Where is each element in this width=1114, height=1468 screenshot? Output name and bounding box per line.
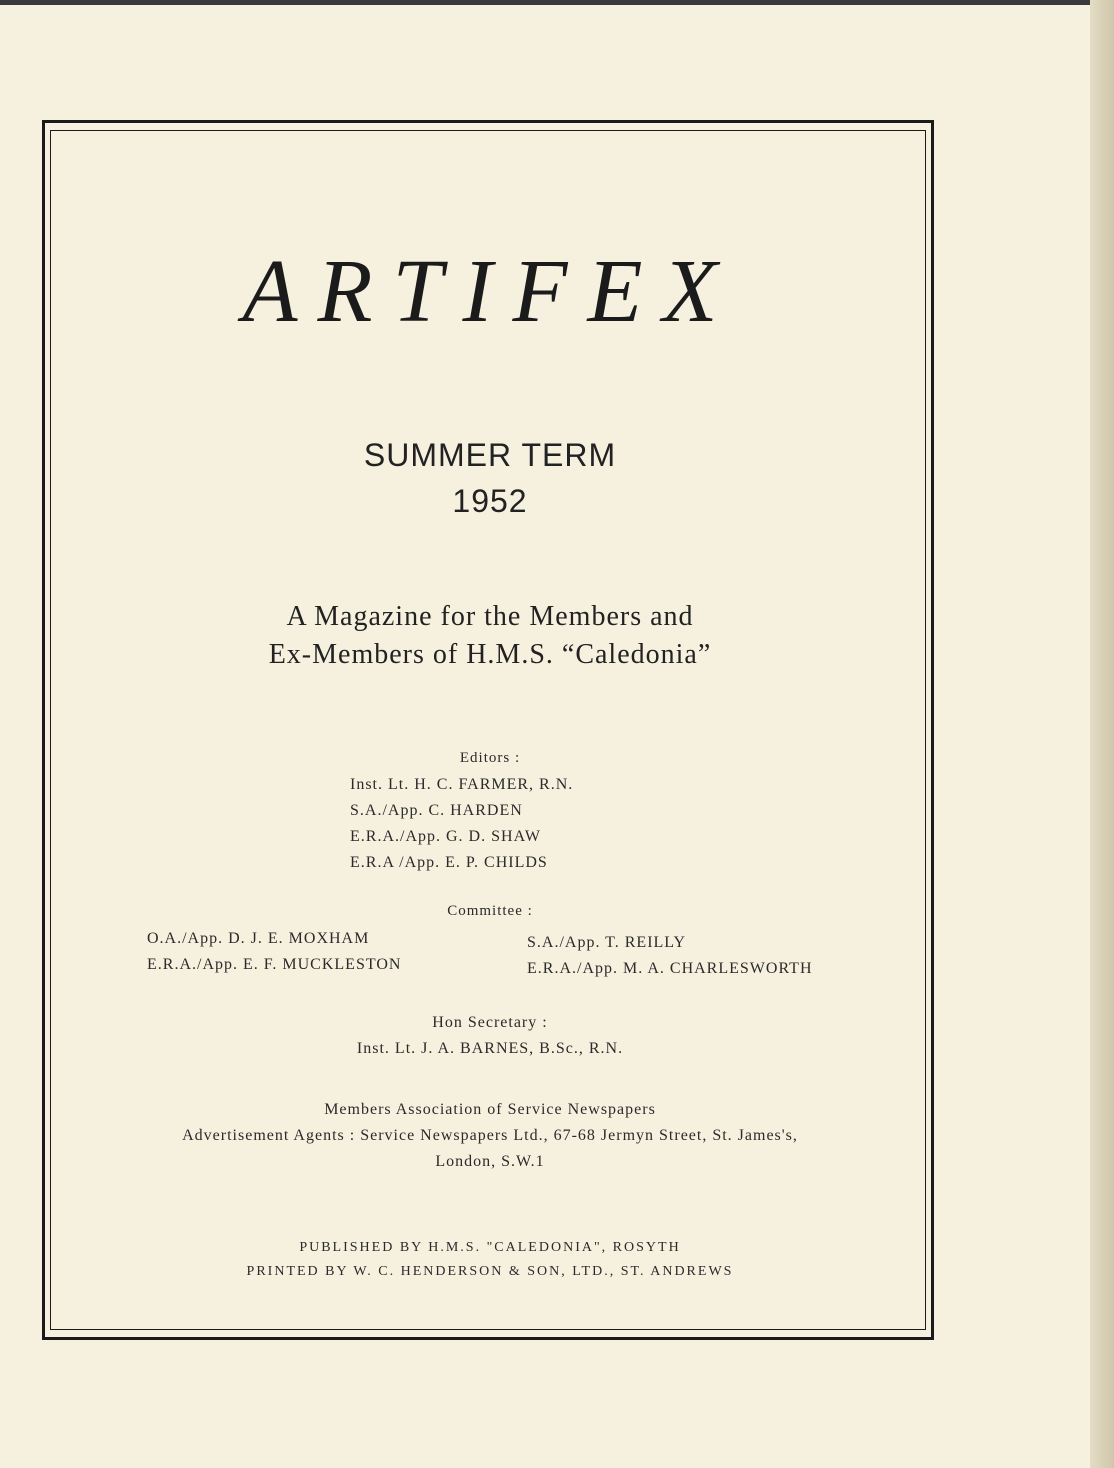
editors-label: Editors : [459, 750, 521, 766]
magazine-title: ARTIFEX [242, 242, 738, 341]
association-block [0, 1097, 980, 1175]
committee-label: Committee : [447, 903, 533, 919]
committee-right-column [527, 930, 813, 982]
tagline-line-1: A Magazine for the Members and [286, 601, 694, 632]
imprint-block [0, 1236, 980, 1284]
secretary-label: Hon Secretary : [432, 1014, 548, 1031]
committee-left-column [147, 926, 401, 978]
term-year: 1952 [452, 483, 528, 519]
committee-member: O.A./App. D. J. E. MOXHAM [147, 930, 370, 947]
agents-address: London, S.W.1 [435, 1153, 545, 1170]
secretary-block [0, 1010, 980, 1062]
secretary-name: Inst. Lt. J. A. BARNES, B.Sc., R.N. [356, 1040, 624, 1057]
editor-name: E.R.A./App. G. D. SHAW [350, 828, 541, 845]
page-edge-shadow [1090, 0, 1114, 1468]
published-by: PUBLISHED BY H.M.S. "CALEDONIA", ROSYTH [299, 1240, 681, 1255]
tagline-line-2: Ex-Members of H.M.S. “Caledonia” [268, 639, 712, 670]
committee-member: E.R.A./App. M. A. CHARLESWORTH [527, 960, 813, 977]
editor-name: E.R.A /App. E. P. CHILDS [350, 854, 548, 871]
editor-name: Inst. Lt. H. C. FARMER, R.N. [350, 776, 574, 793]
committee-member: S.A./App. T. REILLY [527, 934, 687, 951]
editors-list [350, 772, 573, 876]
term-heading [0, 432, 980, 524]
advertisement-agents: Advertisement Agents : Service Newspapers Ltd., 67-68 Jermyn Street, St. James's, [182, 1127, 798, 1144]
term-label: SUMMER TERM [363, 437, 617, 473]
tagline [0, 598, 980, 674]
committee-member: E.R.A./App. E. F. MUCKLESTON [147, 956, 402, 973]
top-edge [0, 0, 1090, 5]
association-line: Members Association of Service Newspapers [324, 1101, 656, 1118]
editor-name: S.A./App. C. HARDEN [350, 802, 523, 819]
printed-by: PRINTED BY W. C. HENDERSON & SON, LTD., ST. ANDREWS [246, 1264, 734, 1279]
